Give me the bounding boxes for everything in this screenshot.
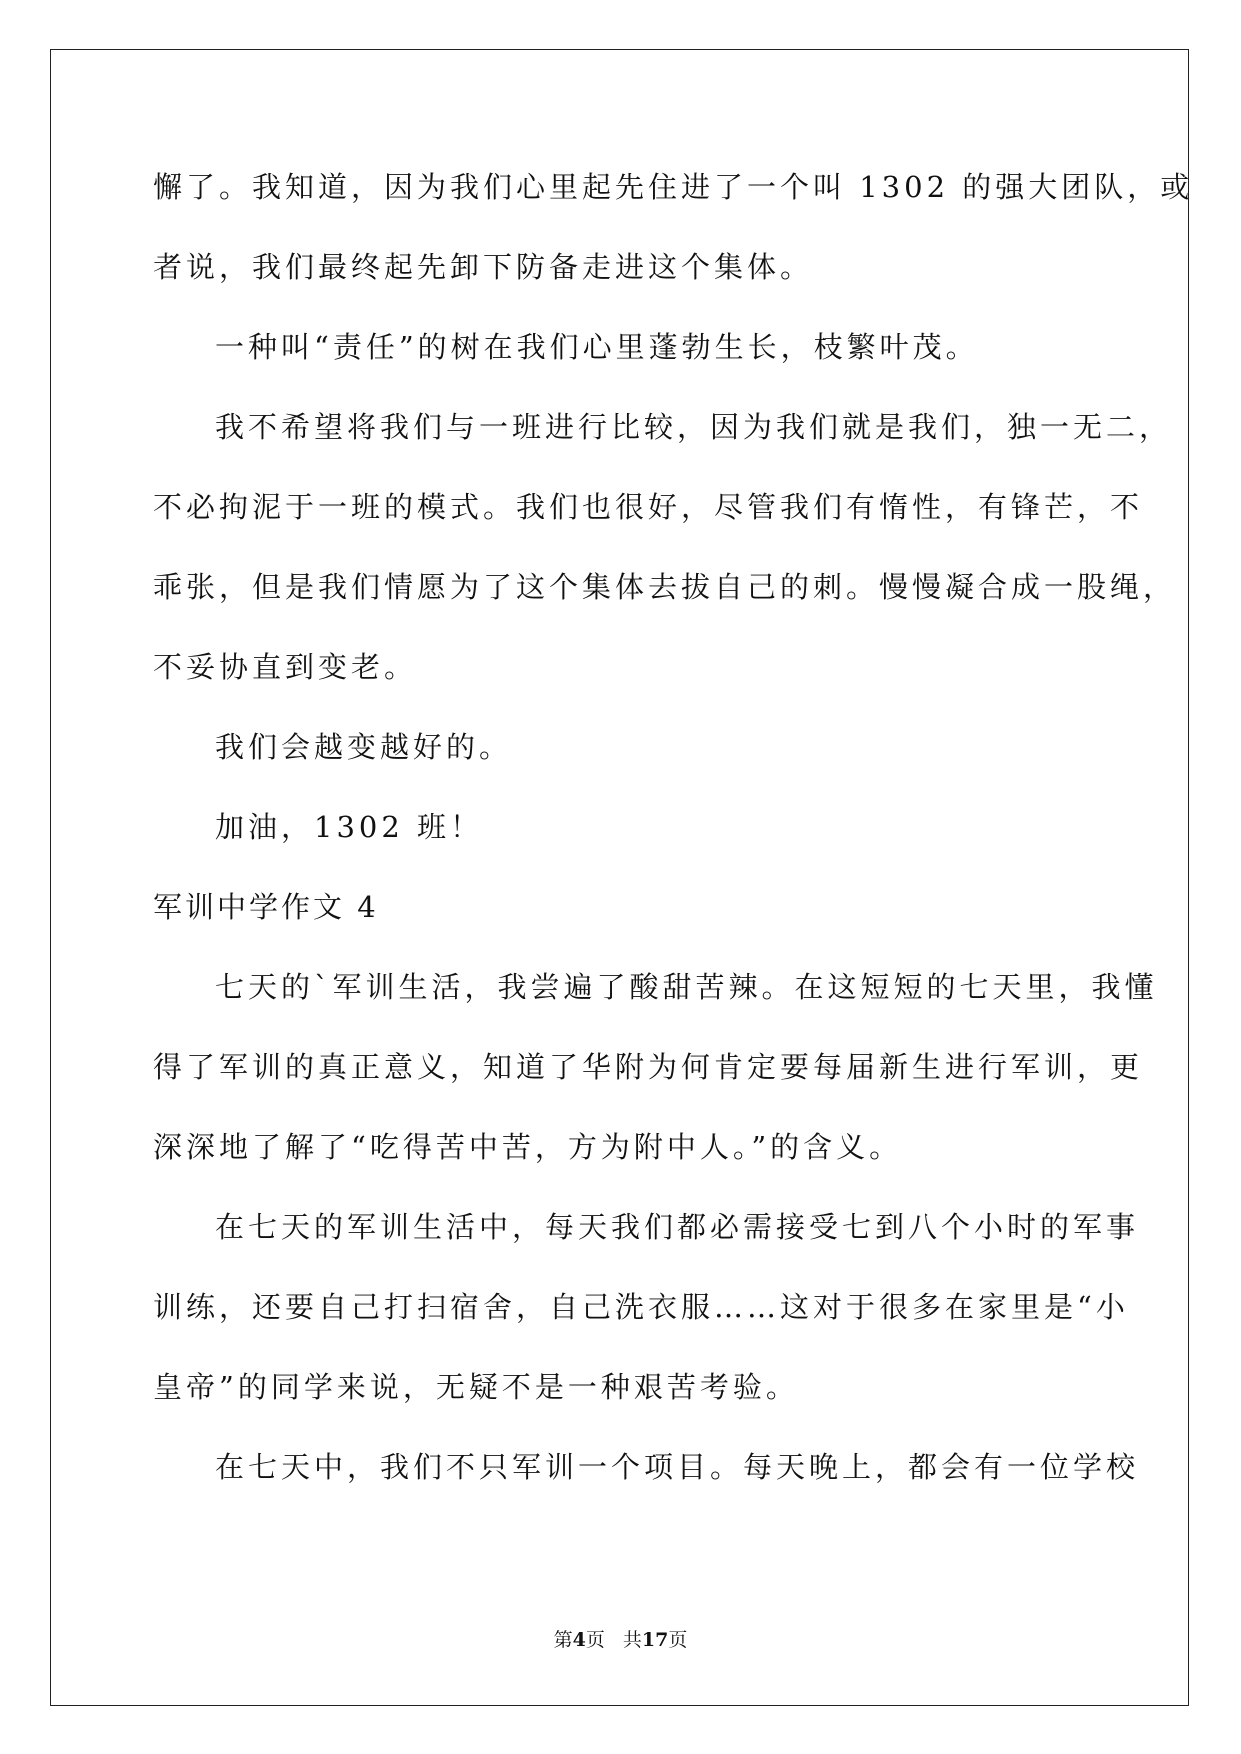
text-line: 训练，还要自己打扫宿舍，自己洗衣服……这对于很多在家里是“小	[153, 1290, 1129, 1324]
text-line: 得了军训的真正意义，知道了华附为何肯定要每届新生进行军训，更	[153, 1050, 1144, 1084]
text-line: 深深地了解了“吃得苦中苦，方为附中人。”的含义。	[153, 1130, 903, 1164]
text-line: 皇帝”的同学来说，无疑不是一种艰苦考验。	[153, 1370, 799, 1404]
text-line: 懈了。我知道，因为我们心里起先住进了一个叫 1302 的强大团队，或	[153, 170, 1194, 204]
total-pages: 17	[641, 1629, 669, 1651]
section-heading: 军训中学作文 4	[153, 890, 379, 924]
text-line: 七天的`军训生活，我尝遍了酸甜苦辣。在这短短的七天里，我懂	[215, 970, 1158, 1004]
page-prefix: 第	[553, 1629, 573, 1651]
text-line: 乖张，但是我们情愿为了这个集体去拔自己的刺。慢慢凝合成一股绳，	[153, 570, 1177, 604]
text-line: 一种叫“责任”的树在我们心里蓬勃生长，枝繁叶茂。	[215, 330, 979, 364]
text-line: 不必拘泥于一班的模式。我们也很好，尽管我们有惰性，有锋芒，不	[153, 490, 1144, 524]
text-line: 我不希望将我们与一班进行比较，因为我们就是我们，独一无二，	[215, 410, 1173, 444]
total-prefix: 共	[622, 1629, 642, 1651]
text-line: 加油，1302 班！	[215, 810, 484, 844]
text-line: 在七天中，我们不只军训一个项目。每天晚上，都会有一位学校	[215, 1450, 1140, 1484]
text-line: 在七天的军训生活中，每天我们都必需接受七到八个小时的军事	[215, 1210, 1140, 1244]
text-line: 不妥协直到变老。	[153, 650, 418, 684]
text-line: 我们会越变越好的。	[215, 730, 513, 764]
page-suffix: 页	[585, 1629, 605, 1651]
total-suffix: 页	[668, 1629, 688, 1651]
page-number: 4	[572, 1629, 586, 1651]
page-footer	[0, 1628, 1241, 1652]
document-body	[153, 170, 1194, 1530]
text-line: 者说，我们最终起先卸下防备走进这个集体。	[153, 250, 814, 284]
